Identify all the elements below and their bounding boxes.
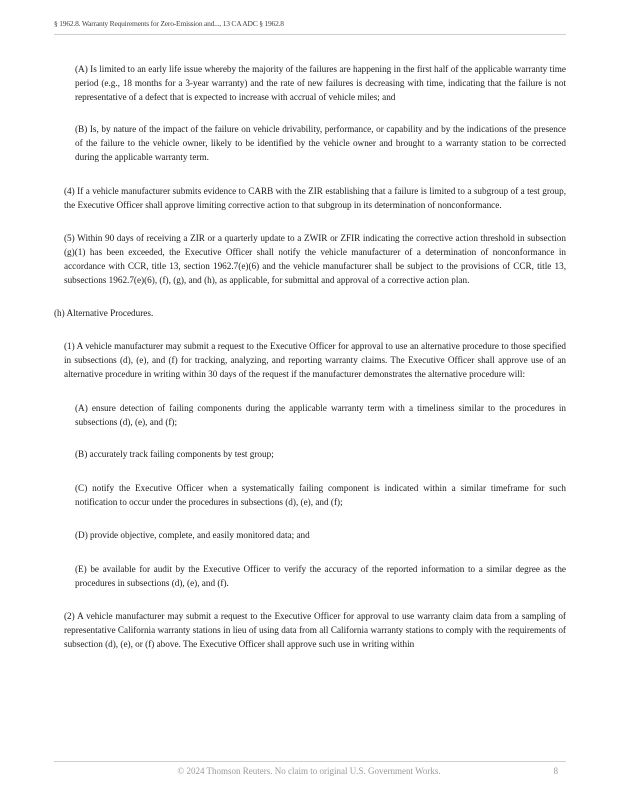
paragraph-h1-A: (A) ensure detection of failing components during the applicable warranty term with a timeliness similar to the procedures in subsections (d), (e), and (f); — [75, 402, 566, 427]
footer-divider — [54, 761, 566, 762]
copyright-notice: © 2024 Thomson Reuters. No claim to original U.S. Government Works. — [177, 766, 441, 776]
paragraph-g4: (4) If a vehicle manufacturer submits evidence to CARB with the ZIR establishing that a failure is limited to a subgroup of a test group, the Executive Officer shall approve limiting corrective action to that subgroup in its determination of nonconformance. — [64, 185, 566, 210]
paragraph-g5: (5) Within 90 days of receiving a ZIR or a quarterly update to a ZWIR or ZFIR indicating the corrective action threshold in subsection (g)(1) has been exceeded, the Executive Officer shall notify the vehicle manufacturer of a determination of nonconformance in accordance with CCR, title 13, section 1962.7(e)(6) and the vehicle manufacturer shall be subject to the provisions of CCR, title 13, subsections 1962.7(e)(6), (f), (g), and (h), as applicable, for submittal and approval of a corrective action plan. — [64, 232, 566, 286]
paragraph-h2: (2) A vehicle manufacturer may submit a request to the Executive Officer for approval to use warranty claim data from a sampling of representative California warranty stations in lieu of using data from all California warranty stations to comply with the requirements of subsection (d), (e), or (f) above. The Executive Officer shall approve such use in writing within — [64, 611, 566, 650]
paragraph-h1: (1) A vehicle manufacturer may submit a request to the Executive Officer for approval to use an alternative procedure to those specified in subsections (d), (e), and (f) for tracking, analyzing, and reporting warranty claims. The Executive Officer shall approve use of an alternative procedure in writing within 30 days of the request if the manufacturer demonstrates the alternative procedure will: — [64, 341, 566, 380]
paragraph-h1-C: (C) notify the Executive Officer when a systematically failing component is indicated within a similar timeframe for such notification to occur under the procedures in subsections (d), (e), and (f); — [75, 482, 566, 507]
paragraph-g4-B: (B) Is, by nature of the impact of the failure on vehicle drivability, performance, or capability and by the indications of the presence of the failure to the vehicle owner, likely to be identified by the vehicle owner and brought to a warranty station to be corrected during the applicable warranty term. — [75, 124, 566, 163]
running-header: § 1962.8. Warranty Requirements for Zero-Emission and..., 13 CA ADC § 1962.8 — [54, 19, 284, 28]
paragraph-h1-E: (E) be available for audit by the Executive Officer to verify the accuracy of the reported information to a similar degree as the procedures in subsections (d), (e), and (f). — [75, 564, 566, 589]
paragraph-h1-D: (D) provide objective, complete, and easily monitored data; and — [75, 529, 310, 540]
header-divider — [54, 34, 566, 35]
document-body — [0, 62, 618, 652]
section-h-heading: (h) Alternative Procedures. — [54, 308, 154, 319]
paragraph-g4-A: (A) Is limited to an early life issue whereby the majority of the failures are happening in the first half of the applicable warranty time period (e.g., 18 months for a 3-year warranty) and the rate of new failures is decreasing with time, indicating that the failure is not representative of a defect that is expected to increase with accrual of vehicle miles; and — [75, 64, 566, 103]
page-number: 8 — [553, 766, 558, 776]
paragraph-h1-B: (B) accurately track failing components by test group; — [75, 448, 274, 459]
